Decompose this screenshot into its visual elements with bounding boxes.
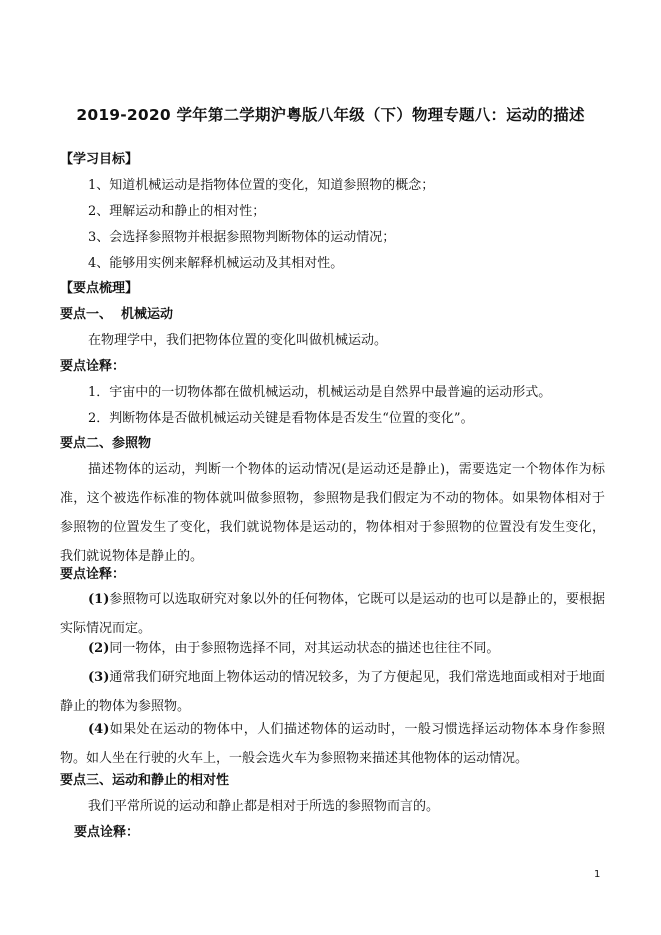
point1-note-2: 2．判断物体是否做机械运动关键是看物体是否发生“位置的变化”。 [88,411,474,426]
point2-note-2 [60,634,605,663]
goals-heading: 【学习目标】 [60,152,139,167]
review-heading: 【要点梳理】 [60,281,139,296]
goal-item-1: 1、知道机械运动是指物体位置的变化，知道参照物的概念； [88,178,435,193]
note-text: 如果处在运动的物体中，人们描述物体的运动时，一般习惯选择运动物体本身作参照物。如人坐在行驶的火车上，一般会选火车为参照物来描述其他物体的运动情况。 [60,722,605,766]
point3-text: 我们平常所说的运动和静止都是相对于所选的参照物而言的。 [88,799,440,814]
point2-notes-heading: 要点诠释： [60,567,126,582]
page-number: 1 [594,869,601,880]
point2-heading: 要点二、参照物 [60,436,152,451]
point3-notes-heading: 要点诠释： [74,825,140,840]
point2-text: 描述物体的运动，判断一个物体的运动情况(是运动还是静止)，需要选定一个物体作为标准，这个被选作标准的物体就叫做参照物，参照物是我们假定为不动的物体。如果物体相对于参照物的位置发生了变化，我们就说物体是运动的，物体相对于参照物的位置没有发生变化，我们就说物体是静止的。 [60,462,605,564]
note-number: (2) [88,641,110,656]
note-number: (4) [88,722,110,737]
point2-note-3 [60,663,605,721]
note-text: 参照物可以选取研究对象以外的任何物体，它既可以是运动的也可以是静止的，要根据实际情况而定。 [60,592,605,636]
note-number: (3) [88,670,110,685]
note-text: 通常我们研究地面上物体运动的情况较多，为了方便起见，我们常选地面或相对于地面静止的物体为参照物。 [60,670,605,714]
goal-item-2: 2、理解运动和静止的相对性； [88,204,266,219]
document-title: 2019-2020 学年第二学期沪粤版八年级（下）物理专题八：运动的描述 [76,106,585,124]
point3-heading: 要点三、运动和静止的相对性 [60,773,230,788]
note-text: 同一物体，由于参照物选择不同，对其运动状态的描述也往往不同。 [109,641,500,656]
note-number: (1) [88,592,110,607]
goal-item-4: 4、能够用实例来解释机械运动及其相对性。 [88,256,344,271]
goal-item-3: 3、会选择参照物并根据参照物判断物体的运动情况； [88,230,396,245]
point2-note-4 [60,715,605,773]
point1-note-1: 1．宇宙中的一切物体都在做机械运动，机械运动是自然界中最普遍的运动形式。 [88,385,552,400]
point1-heading: 要点一、 机械运动 [60,307,174,322]
point1-notes-heading: 要点诠释： [60,359,126,374]
point1-text: 在物理学中，我们把物体位置的变化叫做机械运动。 [88,333,388,348]
